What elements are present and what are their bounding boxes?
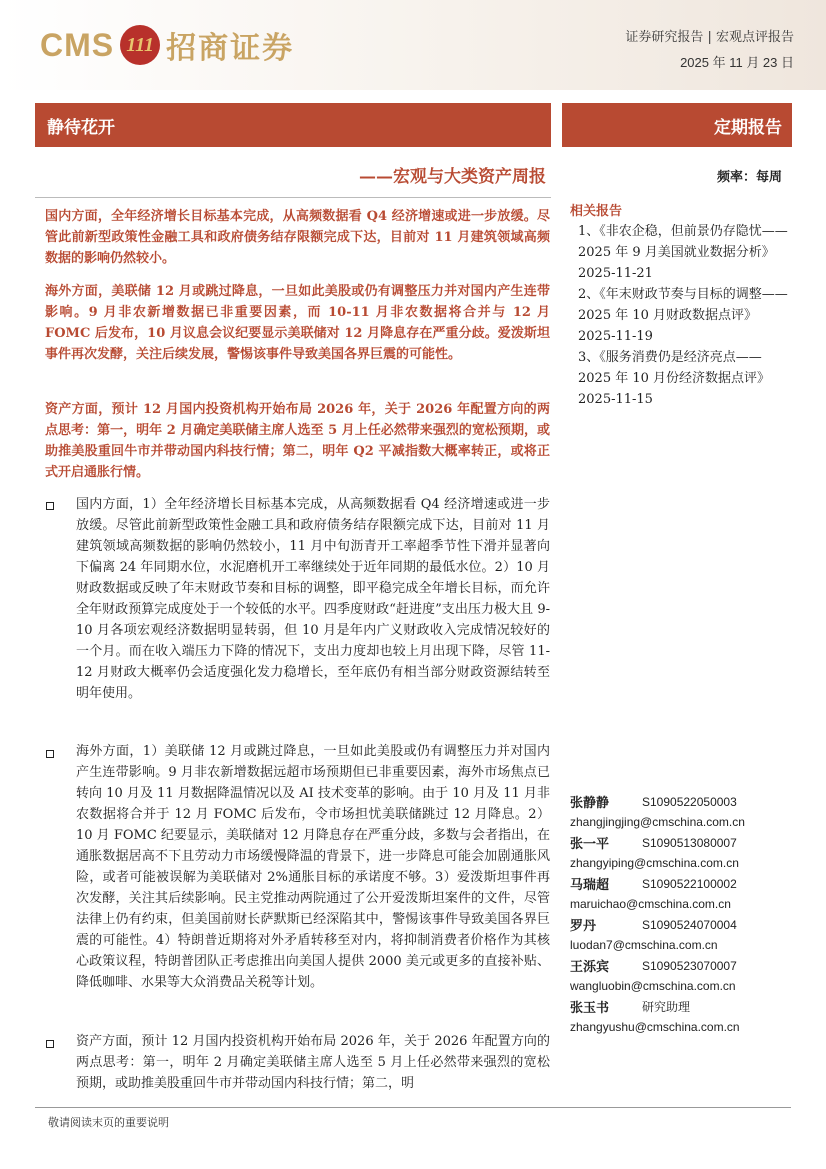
- report-subtitle: ——宏观与大类资产周报: [359, 167, 546, 187]
- analyst-cert: 研究助理: [642, 1000, 691, 1014]
- analyst-entry: [570, 914, 790, 955]
- analyst-email[interactable]: maruichao@cmschina.com.cn: [570, 897, 731, 911]
- analyst-email[interactable]: zhangyushu@cmschina.com.cn: [570, 1020, 740, 1034]
- analyst-cert: S1090513080007: [642, 835, 737, 850]
- analyst-list: [570, 791, 790, 1037]
- report-category: 定期报告: [714, 117, 782, 138]
- summary-assets: 资产方面，预计 12 月国内投资机构开始布局 2026 年，关于 2026 年配置方向的两点思考：第一，明年 2 月确定美联储主席人选至 5 月上任必然带来强烈的宽松预期，或助推美股重回牛市并带动国内科技行情；第二，明年 Q2 平减指数大概率转正，或将正式开启通胀行情。: [45, 402, 550, 480]
- summary-overseas: 海外方面，美联储 12 月或跳过降息，一旦如此美股或仍有调整压力并对国内产生连带影响。9 月非农新增数据已非重要因素，而 10-11 月非农数据将合并与 12 月 FOMC 后发布，10 月议息会议纪要显示美联储对 12 月降息存在严重分歧。爱泼斯坦事件再次发酵，关注后续发展，警惕该事件导致美国各界巨震的可能性。: [45, 284, 550, 362]
- bullet-square-icon: [46, 750, 54, 758]
- title-bar: [35, 103, 551, 147]
- summary-domestic: 国内方面，全年经济增长目标基本完成，从高频数据看 Q4 经济增速或进一步放缓。尽管此前新型政策性金融工具和政府债务结存限额完成下达，目前对 11 月建筑领域高频数据的影响仍然较小。: [45, 209, 550, 266]
- analyst-entry: [570, 873, 790, 914]
- bullet-assets: 资产方面，预计 12 月国内投资机构开始布局 2026 年，关于 2026 年配置方向的两点思考：第一，明年 2 月确定美联储主席人选至 5 月上任必然带来强烈的宽松预期，或助推美股重回牛市并带动国内科技行情；第二，明: [76, 1034, 550, 1091]
- analyst-entry: [570, 832, 790, 873]
- analyst-cert: S1090522050003: [642, 794, 737, 809]
- analyst-cert: S1090523070007: [642, 958, 737, 973]
- related-report-link[interactable]: 3、《服务消费仍是经济亮点——2025 年 10 月份经济数据点评》2025-11-15: [578, 350, 771, 407]
- analyst-entry: [570, 996, 790, 1037]
- analyst-email[interactable]: zhangjingjing@cmschina.com.cn: [570, 815, 745, 829]
- analyst-email[interactable]: luodan7@cmschina.com.cn: [570, 938, 718, 952]
- analyst-name: 马瑞超: [570, 878, 610, 893]
- logo-chinese-text: 招商证券: [166, 31, 295, 66]
- analyst-entry: [570, 791, 790, 832]
- analyst-name: 王泺宾: [570, 960, 610, 975]
- analyst-name: 罗丹: [570, 919, 597, 934]
- report-title: 静待花开: [47, 117, 115, 138]
- analyst-cert: S1090524070004: [642, 917, 737, 932]
- analyst-name: 张一平: [570, 837, 610, 852]
- report-date: 2025 年 11 月 23 日: [680, 55, 794, 70]
- divider: [35, 197, 551, 198]
- bullet-square-icon: [46, 1040, 54, 1048]
- analyst-name: 张玉书: [570, 1001, 610, 1016]
- logo-cms-text: CMS: [40, 26, 115, 63]
- category-bar: [562, 103, 792, 147]
- footer-note: 敬请阅读末页的重要说明: [48, 1116, 169, 1129]
- logo-emblem-icon: 111: [120, 25, 160, 65]
- analyst-entry: [570, 955, 790, 996]
- bullet-square-icon: [46, 502, 54, 510]
- page-header: [0, 0, 826, 90]
- analyst-email[interactable]: zhangyiping@cmschina.com.cn: [570, 856, 739, 870]
- related-report-link[interactable]: 2、《年末财政节奏与目标的调整——2025 年 10 月财政数据点评》2025-11-19: [578, 287, 788, 344]
- report-type: 证券研究报告 | 宏观点评报告: [625, 30, 794, 45]
- footer-divider: [35, 1107, 791, 1108]
- analyst-cert: S1090522100002: [642, 876, 737, 891]
- related-report-link[interactable]: 1、《非农企稳，但前景仍存隐忧——2025 年 9 月美国就业数据分析》2025-11-21: [578, 224, 788, 281]
- cms-logo: [40, 24, 294, 66]
- analyst-email[interactable]: wangluobin@cmschina.com.cn: [570, 979, 736, 993]
- bullet-overseas: 海外方面，1）美联储 12 月或跳过降息，一旦如此美股或仍有调整压力并对国内产生连带影响。9 月非农新增数据远超市场预期但已非重要因素，海外市场焦点已转向 10 月及 11 月数据降温情况以及 AI 技术变革的影响。由于 10 月及 11 月非农数据将合并于 12 月 FOMC 后发布，令市场担忧美联储跳过 12 月降息。2）10 月 FOMC 纪要显示，美联储对 12 月降息存在严重分歧，多数与会者指出，在通胀数据居高不下且劳动力市场缓慢降温的背景下，进一步降息可能会加剧通胀风险，或者可能被误解为美联储对 2%通胀目标的承诺度不够。3）爱泼斯坦事件再次发酵，关注其后续影响。民主党推动两院通过了公开爱泼斯坦案件的文件，尽管法律上仍有约束，但美国前财长萨默斯已经深陷其中，警惕该事件导致美国各界巨震的可能性。4）特朗普近期将对外矛盾转移至对内，将抑制消费者价格作为其核心政策议程，特朗普团队正考虑推出向美国人提供 2000 美元或更多的直接补贴、降低咖啡、水果等大众消费品关税等计划。: [76, 744, 550, 990]
- report-frequency: 频率：每周: [716, 170, 782, 185]
- related-reports-title: 相关报告: [570, 204, 623, 219]
- analyst-name: 张静静: [570, 796, 610, 811]
- related-reports: [570, 200, 788, 410]
- bullet-domestic: 国内方面，1）全年经济增长目标基本完成，从高频数据看 Q4 经济增速或进一步放缓。尽管此前新型政策性金融工具和政府债务结存限额完成下达，目前对 11 月建筑领域高频数据的影响仍然较小，11 月中旬沥青开工率超季节性下滑并显著向下偏离 24 年同期水位，水泥磨机开工率继续处于近年同期的最低水位。2）10 月财政数据或反映了年末财政节奏和目标的调整，即平稳完成全年增长目标，而允许全年财政预算完成度处于一个较低的水平。四季度财政“赶进度”支出压力极大且 9-10 月各项宏观经济数据明显转弱，但 10 月是年内广义财政收入完成情况较好的一个月。而在收入端压力下降的情况下，支出力度却也较上月出现下降，尽管 11-12 月财政大概率仍会适度强化发力稳增长，至年底仍有相当部分财政资源结转至明年使用。: [76, 497, 550, 701]
